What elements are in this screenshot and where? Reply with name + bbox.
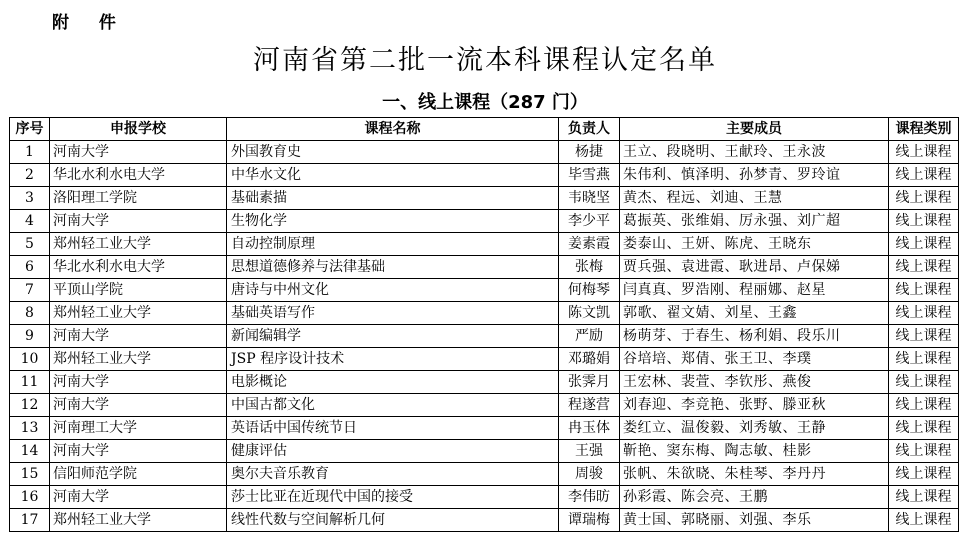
cell-type: 线上课程 [889,394,959,417]
cell-school: 河南大学 [50,325,227,348]
cell-course: JSP 程序设计技术 [227,348,559,371]
cell-school: 河南理工大学 [50,417,227,440]
cell-leader: 张梅 [559,256,620,279]
cell-course: 思想道德修养与法律基础 [227,256,559,279]
cell-no: 8 [10,302,50,325]
course-list-table [9,117,959,532]
cell-type: 线上课程 [889,187,959,210]
section-title: 一、线上课程（287 门） [382,92,588,113]
cell-school: 华北水利水电大学 [50,256,227,279]
cell-course: 唐诗与中州文化 [227,279,559,302]
cell-no: 7 [10,279,50,302]
cell-school: 河南大学 [50,440,227,463]
cell-type: 线上课程 [889,325,959,348]
cell-members: 杨萌芽、于春生、杨利娟、段乐川 [620,325,889,348]
table-row [10,394,959,417]
cell-type: 线上课程 [889,486,959,509]
cell-type: 线上课程 [889,371,959,394]
table-row [10,302,959,325]
header-type: 课程类别 [889,118,959,141]
table-row [10,371,959,394]
cell-leader: 姜素霞 [559,233,620,256]
cell-no: 3 [10,187,50,210]
cell-school: 华北水利水电大学 [50,164,227,187]
table-header-row [10,118,959,141]
cell-leader: 周骏 [559,463,620,486]
cell-no: 6 [10,256,50,279]
table-row [10,233,959,256]
cell-members: 贾兵强、袁进霞、耿进昂、卢保娣 [620,256,889,279]
cell-type: 线上课程 [889,348,959,371]
table-row [10,463,959,486]
cell-leader: 杨捷 [559,141,620,164]
cell-course: 莎士比亚在近现代中国的接受 [227,486,559,509]
cell-members: 闫真真、罗浩刚、程丽娜、赵星 [620,279,889,302]
cell-no: 16 [10,486,50,509]
cell-type: 线上课程 [889,141,959,164]
cell-school: 郑州轻工业大学 [50,233,227,256]
table-row [10,256,959,279]
cell-members: 郭歌、翟文婧、刘星、王鑫 [620,302,889,325]
cell-leader: 谭瑞梅 [559,509,620,532]
table-row [10,164,959,187]
cell-leader: 韦晓坚 [559,187,620,210]
cell-members: 葛振英、张维娟、厉永强、刘广超 [620,210,889,233]
table-row [10,440,959,463]
cell-leader: 张霁月 [559,371,620,394]
cell-no: 5 [10,233,50,256]
cell-course: 奥尔夫音乐教育 [227,463,559,486]
table-row [10,141,959,164]
table-row [10,417,959,440]
cell-school: 信阳师范学院 [50,463,227,486]
cell-leader: 邓璐娟 [559,348,620,371]
cell-school: 河南大学 [50,486,227,509]
cell-members: 刘春迎、李竞艳、张野、滕亚秋 [620,394,889,417]
cell-no: 2 [10,164,50,187]
cell-no: 9 [10,325,50,348]
cell-course: 新闻编辑学 [227,325,559,348]
cell-school: 郑州轻工业大学 [50,348,227,371]
cell-course: 中国古都文化 [227,394,559,417]
cell-course: 生物化学 [227,210,559,233]
attachment-label: 附 件 [52,13,128,33]
cell-members: 黄士国、郭晓丽、刘强、李乐 [620,509,889,532]
cell-no: 14 [10,440,50,463]
cell-type: 线上课程 [889,210,959,233]
cell-leader: 陈文凯 [559,302,620,325]
cell-school: 河南大学 [50,210,227,233]
cell-leader: 毕雪燕 [559,164,620,187]
cell-type: 线上课程 [889,417,959,440]
document-title: 河南省第二批一流本科课程认定名单 [253,45,717,76]
cell-no: 17 [10,509,50,532]
cell-course: 中华水文化 [227,164,559,187]
table-row [10,210,959,233]
cell-members: 谷培培、郑倩、张王卫、李璞 [620,348,889,371]
cell-type: 线上课程 [889,233,959,256]
cell-course: 自动控制原理 [227,233,559,256]
cell-type: 线上课程 [889,440,959,463]
cell-course: 健康评估 [227,440,559,463]
cell-school: 平顶山学院 [50,279,227,302]
table-row [10,279,959,302]
cell-no: 12 [10,394,50,417]
cell-course: 外国教育史 [227,141,559,164]
cell-no: 1 [10,141,50,164]
cell-leader: 严励 [559,325,620,348]
header-members: 主要成员 [620,118,889,141]
header-no: 序号 [10,118,50,141]
cell-course: 基础英语写作 [227,302,559,325]
cell-school: 河南大学 [50,371,227,394]
cell-no: 11 [10,371,50,394]
cell-members: 黄杰、程远、刘迪、王慧 [620,187,889,210]
cell-leader: 冉玉体 [559,417,620,440]
cell-type: 线上课程 [889,256,959,279]
cell-members: 娄红立、温俊毅、刘秀敏、王静 [620,417,889,440]
header-school: 申报学校 [50,118,227,141]
cell-members: 朱伟利、慎泽明、孙梦青、罗玲谊 [620,164,889,187]
cell-leader: 李少平 [559,210,620,233]
cell-school: 河南大学 [50,141,227,164]
cell-leader: 何梅琴 [559,279,620,302]
header-course: 课程名称 [227,118,559,141]
header-leader: 负责人 [559,118,620,141]
table-row [10,348,959,371]
cell-leader: 程遂营 [559,394,620,417]
cell-members: 娄泰山、王妍、陈虎、王晓东 [620,233,889,256]
cell-members: 张帆、朱欲晓、朱桂琴、李丹丹 [620,463,889,486]
cell-leader: 王强 [559,440,620,463]
cell-type: 线上课程 [889,463,959,486]
cell-members: 王宏林、裴萱、李钦彤、燕俊 [620,371,889,394]
cell-school: 郑州轻工业大学 [50,302,227,325]
cell-course: 线性代数与空间解析几何 [227,509,559,532]
cell-members: 王立、段晓明、王献玲、王永波 [620,141,889,164]
cell-members: 靳艳、窦东梅、陶志敏、桂影 [620,440,889,463]
table-body [10,141,959,532]
cell-no: 10 [10,348,50,371]
cell-type: 线上课程 [889,302,959,325]
cell-course: 基础素描 [227,187,559,210]
cell-type: 线上课程 [889,279,959,302]
cell-course: 英语话中国传统节日 [227,417,559,440]
cell-school: 洛阳理工学院 [50,187,227,210]
cell-no: 13 [10,417,50,440]
table-row [10,486,959,509]
cell-no: 15 [10,463,50,486]
cell-school: 郑州轻工业大学 [50,509,227,532]
table-row [10,187,959,210]
cell-members: 孙彩霞、陈会亮、王鹏 [620,486,889,509]
cell-no: 4 [10,210,50,233]
cell-course: 电影概论 [227,371,559,394]
cell-type: 线上课程 [889,164,959,187]
cell-type: 线上课程 [889,509,959,532]
table-row [10,509,959,532]
cell-school: 河南大学 [50,394,227,417]
table-row [10,325,959,348]
cell-leader: 李伟昉 [559,486,620,509]
